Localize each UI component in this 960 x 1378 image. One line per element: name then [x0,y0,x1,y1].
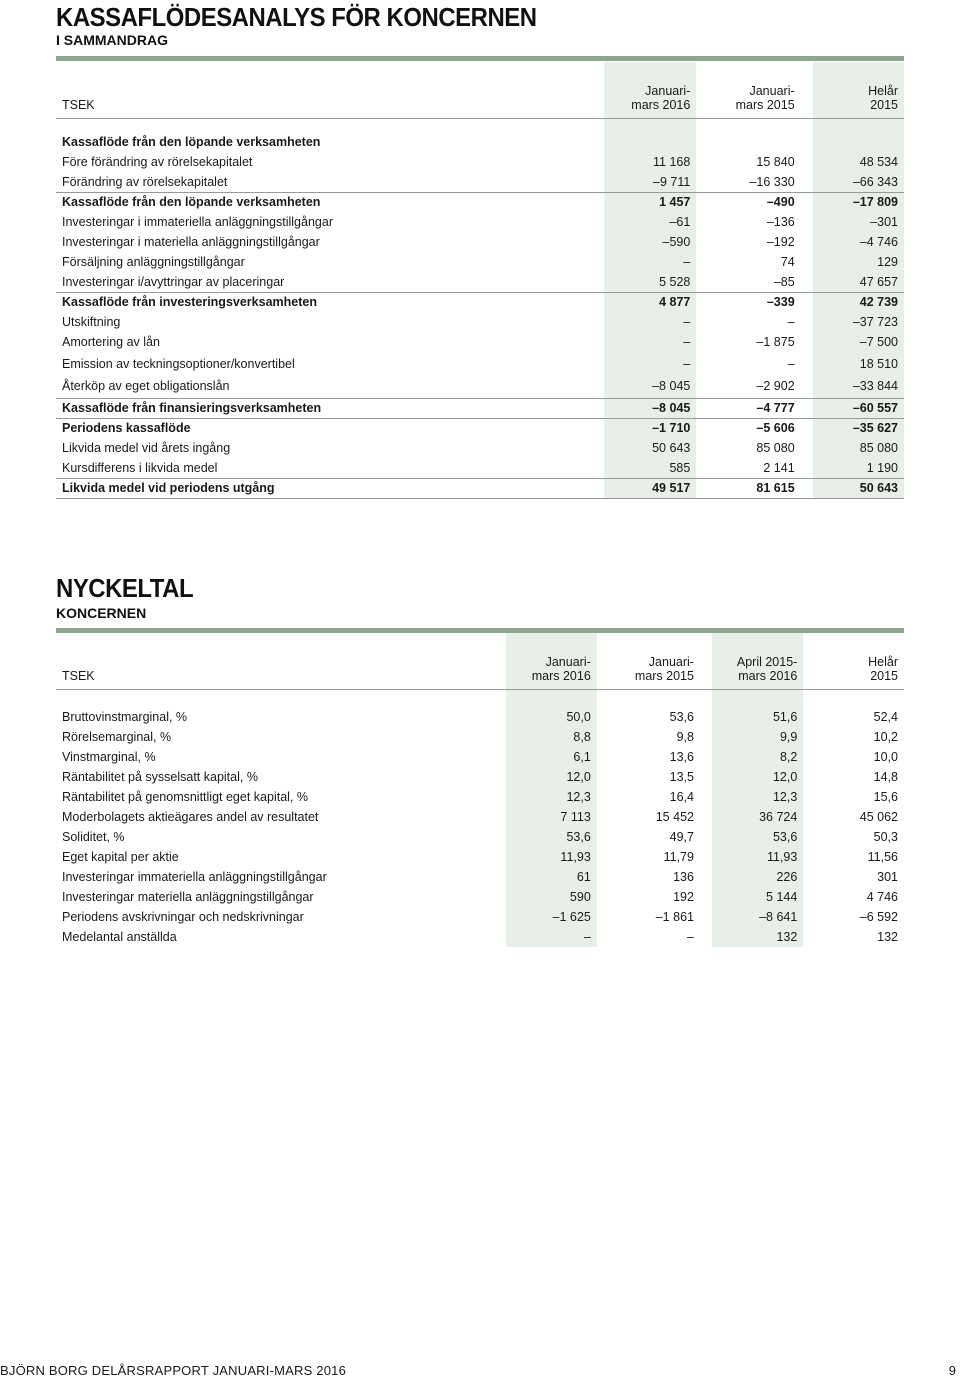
cashflow-row [56,398,904,418]
footer-page-number: 9 [948,1363,956,1378]
row-value: –37 723 [813,312,904,332]
keyfigures-row [56,927,904,947]
row-value: 52,4 [873,710,898,724]
row-value: 45 062 [859,810,898,824]
row-label: Emission av teckningsoptioner/konvertibel [62,356,295,371]
row-value: 15 452 [655,810,694,824]
row-value: –17 809 [813,192,904,212]
row-label: Investeringar materiella anläggningstillgångar [62,890,314,904]
row-value: 53,6 [669,710,694,724]
row-label: Periodens avskrivningar och nedskrivningar [62,910,304,924]
cashflow-row [56,132,904,152]
cashflow-row [56,438,904,458]
kf-header-label: TSEK [56,633,494,689]
row-value: 50 643 [604,438,696,458]
cashflow-row [56,478,904,498]
row-label: Eget kapital per aktie [62,850,179,864]
keyfigures-row [56,787,904,807]
row-value: –136 [766,215,795,229]
keyfigures-row [56,767,904,787]
row-value: 13,6 [669,750,694,764]
kf-header-col-3: April 2015- mars 2016 [712,633,803,689]
row-value: –60 557 [813,398,904,418]
keyfigures-row [56,727,904,747]
row-value: 132 [712,927,803,947]
row-value: 16,4 [669,790,694,804]
cashflow-header-row [56,62,904,118]
row-value: –2 902 [756,379,795,394]
row-value: –33 844 [813,375,904,398]
row-value: 7 113 [506,807,597,827]
row-value: 11 168 [604,152,696,172]
row-value: – [604,352,696,375]
row-value: 81 615 [708,478,800,498]
cashflow-row [56,292,904,312]
row-label: Kassaflöde från investeringsverksamheten [56,292,592,312]
row-value: –490 [708,192,800,212]
row-label: Räntabilitet på sysselsatt kapital, % [62,770,258,784]
row-value: 42 739 [813,292,904,312]
row-value: –339 [708,292,800,312]
row-value: 192 [673,890,694,904]
row-value: 12,3 [506,787,597,807]
row-value: –8 641 [712,907,803,927]
row-value: 1 190 [813,458,904,478]
row-value: 590 [506,887,597,907]
row-value: – [604,252,696,272]
row-value: 50,3 [873,830,898,844]
row-value: –1 861 [655,910,694,924]
keyfigures-row [56,847,904,867]
row-label: Återköp av eget obligationslån [62,379,230,394]
row-value: 11,56 [867,850,898,864]
row-value: 6,1 [506,747,597,767]
row-value: 585 [604,458,696,478]
keyfigures-title: NYCKELTAL [56,573,194,603]
row-label: Före förändring av rörelsekapitalet [62,155,253,169]
row-value: – [604,312,696,332]
row-value: – [506,927,597,947]
row-value: 226 [712,867,803,887]
row-value: – [787,356,795,371]
keyfigures-row [56,807,904,827]
row-label: Utskiftning [62,315,121,329]
row-value: –61 [604,212,696,232]
row-label: Rörelsemarginal, % [62,730,172,744]
cashflow-row [56,212,904,232]
row-label: Kassaflöde från finansieringsverksamheten [56,398,592,418]
row-value: 14,8 [873,770,898,784]
row-value: 50 643 [813,478,904,498]
row-label: Kassaflöde från den löpande verksamheten [62,135,321,149]
cashflow-row [56,252,904,272]
row-label: Likvida medel vid årets ingång [62,441,231,455]
row-value: –8 045 [604,398,696,418]
row-label: Soliditet, % [62,830,125,844]
row-value: –6 592 [859,910,898,924]
row-value: 12,3 [712,787,803,807]
row-label: Medelantal anställda [62,930,177,944]
cashflow-row [56,332,904,352]
row-value: 49 517 [604,478,696,498]
row-value: 53,6 [506,827,597,847]
kf-header-col-2: Januari- mars 2015 [609,633,700,689]
cashflow-row [56,458,904,478]
row-label: Räntabilitet på genomsnittligt eget kapital, % [62,790,308,804]
row-value [604,132,696,152]
cashflow-row [56,152,904,172]
row-value: –1 625 [506,907,597,927]
row-value: –4 746 [813,232,904,252]
cashflow-row [56,272,904,292]
row-value: –16 330 [749,174,795,189]
keyfigures-row [56,747,904,767]
row-label: Investeringar immateriella anläggningstillgångar [62,870,327,884]
row-value: 136 [673,870,694,884]
row-value: 15 840 [756,155,795,169]
row-value: –9 711 [604,172,696,192]
row-label: Periodens kassaflöde [56,418,592,438]
row-value: 11,93 [712,847,803,867]
row-value: 4 746 [866,890,898,904]
row-value: 5 528 [604,272,696,292]
row-value: 2 141 [763,460,795,475]
row-label: Investeringar i materiella anläggningstillgångar [62,235,320,249]
row-value: –85 [773,274,795,289]
row-label: Vinstmarginal, % [62,750,156,764]
row-value: –590 [604,232,696,252]
header-col-3: Helår 2015 [813,62,904,118]
row-value: 51,6 [712,707,803,727]
row-value: 85 080 [813,438,904,458]
cashflow-row [56,232,904,252]
cashflow-row [56,352,904,375]
row-value [813,132,904,152]
row-value: 11,79 [663,850,694,864]
row-value: 11,93 [506,847,597,867]
row-value: 12,0 [712,767,803,787]
row-value: –8 045 [604,375,696,398]
row-value: – [604,332,696,352]
keyfigures-header-row [56,633,904,689]
row-value: 8,8 [506,727,597,747]
keyfigures-row [56,827,904,847]
row-value: 47 657 [813,272,904,292]
row-value: 10,0 [873,750,898,764]
header-label: TSEK [56,62,592,118]
cashflow-row [56,192,904,212]
row-value: –301 [813,212,904,232]
keyfigures-row [56,707,904,727]
row-value: 9,8 [676,730,694,744]
row-value: –5 606 [708,418,800,438]
row-value: 49,7 [669,830,694,844]
row-label: Kursdifferens i likvida medel [62,460,218,475]
cashflow-title: KASSAFLÖDESANALYS FÖR KONCERNEN [56,2,537,32]
row-value: 48 534 [813,152,904,172]
keyfigures-table [56,633,904,947]
keyfigures-row [56,867,904,887]
row-value: 4 877 [604,292,696,312]
row-value: 8,2 [712,747,803,767]
header-col-2: Januari- mars 2015 [708,62,800,118]
row-value: 53,6 [712,827,803,847]
kf-header-col-1: Januari- mars 2016 [506,633,597,689]
row-value: 36 724 [712,807,803,827]
row-value: 18 510 [813,352,904,375]
cashflow-table [56,62,904,499]
row-value: –35 627 [813,418,904,438]
row-value: 10,2 [873,730,898,744]
row-value: 301 [877,870,898,884]
row-value: – [687,930,694,944]
row-value: 74 [780,255,795,269]
row-label: Investeringar i immateriella anläggningstillgångar [62,215,333,229]
row-value: –66 343 [813,172,904,192]
row-value: 1 457 [604,192,696,212]
row-value: 5 144 [712,887,803,907]
row-value: 61 [506,867,597,887]
row-value: –4 777 [708,398,800,418]
row-label: Kassaflöde från den löpande verksamheten [56,192,592,212]
row-label: Investeringar i/avyttringar av placeringar [62,274,285,289]
row-value: 15,6 [873,790,898,804]
row-value: – [787,315,795,329]
row-value: 9,9 [712,727,803,747]
row-value: 12,0 [506,767,597,787]
cashflow-row [56,172,904,192]
keyfigures-row [56,887,904,907]
row-value: –192 [766,235,795,249]
keyfigures-row [56,907,904,927]
row-label: Amortering av lån [62,335,160,349]
cashflow-row [56,375,904,398]
cashflow-subtitle: I SAMMANDRAG [56,32,168,48]
row-label: Försäljning anläggningstillgångar [62,255,245,269]
header-col-1: Januari- mars 2016 [604,62,696,118]
row-value: 129 [813,252,904,272]
cashflow-row [56,418,904,438]
row-value: –1 875 [756,335,795,349]
cashflow-divider [56,56,904,61]
row-label: Moderbolagets aktieägares andel av resultatet [62,810,319,824]
row-label: Bruttovinstmarginal, % [62,710,188,724]
row-value [708,132,800,152]
row-value: 132 [877,930,898,944]
row-value: 85 080 [756,441,795,455]
row-label: Likvida medel vid periodens utgång [56,478,592,498]
row-value: 13,5 [669,770,694,784]
keyfigures-subtitle: KONCERNEN [56,605,147,621]
kf-header-col-4: Helår 2015 [815,633,904,689]
row-label: Förändring av rörelsekapitalet [62,174,228,189]
cashflow-row [56,312,904,332]
row-value: –1 710 [604,418,696,438]
row-value: –7 500 [813,332,904,352]
row-value: 50,0 [506,707,597,727]
footer-report-title: BJÖRN BORG DELÅRSRAPPORT JANUARI-MARS 2016 [0,1363,347,1378]
